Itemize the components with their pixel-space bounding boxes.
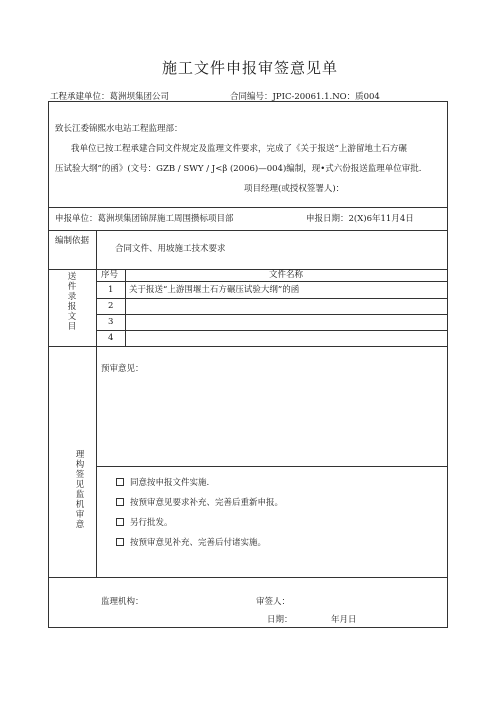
attachment-row-no: 4: [108, 333, 114, 343]
attachments-col-no: 序号: [101, 270, 119, 280]
review-signer: 审签人：: [256, 597, 291, 607]
supervision-org: 监理机构：: [101, 597, 144, 607]
addressee-body-line1: 我单位已按工程承建合同文件规定及监理文件要求，完成了《关于报送“上游留地土石方碾: [71, 144, 407, 154]
attachment-row-name: 关于报送“上游围堰土石方碾压试验大纲”的函: [129, 285, 300, 295]
checkbox-separate-approval[interactable]: [116, 518, 124, 526]
option-approve[interactable]: [116, 476, 209, 488]
checkbox-approve[interactable]: [116, 478, 124, 486]
addressee-to: 致长江委锦熙水电站工程监理部：: [55, 124, 183, 134]
checkbox-implement[interactable]: [116, 538, 124, 546]
checkbox-resubmit[interactable]: [116, 498, 124, 506]
contract-number: 合同编号：JPIC-20061.1.NO：质004: [230, 92, 380, 102]
divider-review: [49, 346, 447, 347]
attachments-row-rule: [96, 330, 447, 331]
basis-label: 编制依据: [55, 236, 90, 246]
option-separate-approval-label: 另行批发。: [130, 518, 173, 528]
attachment-row-no: 2: [108, 301, 114, 311]
declaration-unit: 申报单位：葛洲坝集团锦屏施工周围攒标项目部: [55, 214, 234, 224]
attachment-row-no: 3: [108, 317, 114, 327]
option-implement[interactable]: [116, 536, 266, 548]
project-manager-signer: 项目经理(或授权签署人)：: [244, 184, 345, 194]
divider-basis: [49, 230, 447, 231]
declaration-date: 申报日期：2(X)6年11月4日: [306, 214, 414, 224]
addressee-body-line2: 压试验大纲”的函》(文号：GZB / SWY / J<β (2006)—004)编制，现•式六份报送监理单位审批.: [55, 164, 422, 174]
attachments-col-name: 文件名称: [269, 270, 304, 280]
option-resubmit[interactable]: [116, 496, 283, 508]
attachments-row-rule: [96, 298, 447, 299]
review-date-value: 年月日: [331, 615, 357, 625]
option-approve-label: 同意按申报文件实施.: [130, 478, 210, 488]
contractor-unit: 工程承建单位：葛洲坝集团公司: [50, 92, 170, 102]
divider-signature: [49, 577, 447, 578]
attachments-side-label: 送件录报文目: [67, 272, 77, 332]
left-column-divider: [96, 230, 97, 577]
review-side-label: 理构签见监机审意: [75, 450, 85, 530]
option-separate-approval[interactable]: [116, 516, 173, 528]
attachments-header-rule: [96, 281, 447, 282]
basis-value: 合同文件、用坡施工技术要求: [115, 244, 226, 254]
pre-review-opinion: 预审意见：: [101, 364, 144, 374]
divider-declaration: [49, 207, 447, 208]
review-date-label: 日期：: [267, 615, 293, 625]
option-implement-label: 按预审意见补充、完善后付诸实施。: [130, 538, 267, 548]
divider-options: [96, 466, 447, 467]
attachment-row-no: 1: [108, 285, 114, 295]
attachments-row-rule: [96, 314, 447, 315]
page-title: 施工文件申报审签意见单: [161, 59, 338, 77]
option-resubmit-label: 按预审意见要求补充、完善后重新申报。: [130, 498, 284, 508]
form-frame: [48, 101, 448, 628]
